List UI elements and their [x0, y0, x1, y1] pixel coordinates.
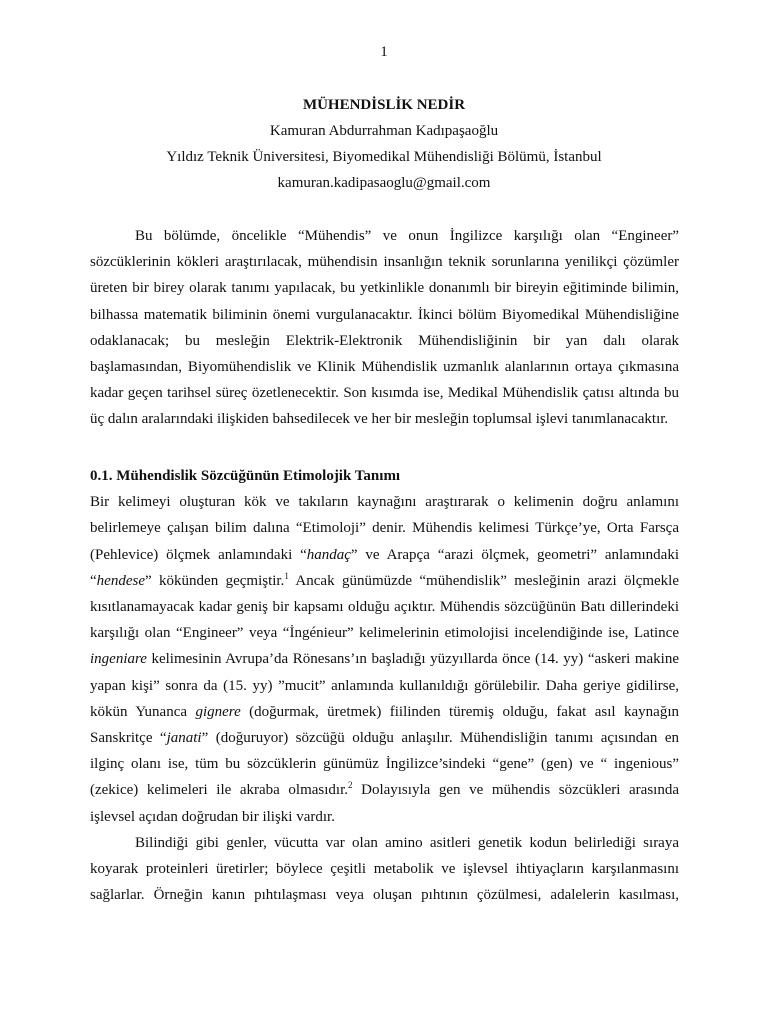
text-line: Bu bölümde, öncelikle “Mühendis” ve onun İngilizce karşılığı olan “Engineer”: [135, 228, 679, 244]
text-span: ” kökünden geçmiştir.: [144, 572, 285, 589]
footnote-ref-1[interactable]: 1: [284, 570, 289, 581]
document-header: [80, 92, 688, 196]
genes-paragraph: [90, 830, 679, 909]
text-line: yapan kişi” sonra da (15. yy) ”mucit” anlamında kullanıldığı görülebilir. Daha geriye gidilirse,: [90, 677, 679, 694]
text-line: Bilindiği gibi genler, vücutta var olan amino asitleri genetik kodun belirlediği sıraya: [135, 834, 679, 851]
italic-term-janati: janati: [166, 730, 202, 747]
text-line: başlamasından, Biyomühendislik ve Klinik Mühendislik uzmanlık alanlarının ortaya çıkmasına: [90, 359, 679, 376]
text-line: ilginç olanı ise, tüm bu sözcüklerin günümüz İngilizce’sindeki “gene” (gen) ve “ ingenious”: [90, 756, 679, 773]
page-number: 1: [380, 44, 388, 60]
intro-paragraph: [90, 223, 679, 433]
text-line: sözcüklerinin kökleri araştırılacak, mühendisin insanlığın teknik sorunlarına yenilikçi çözümler: [90, 254, 679, 271]
text-span: kelimesinin Avrupa’da Rönesans’ın başladığı yüzyıllarda önce (14. yy) “askeri makine: [146, 651, 679, 668]
text-line: sağlarlar. Örneğin kanın pıhtılaşması veya oluşan pıhtının çözülmesi, adalelerin kasılması,: [90, 887, 679, 904]
text-span: “: [90, 572, 97, 589]
text-line: [90, 646, 679, 672]
text-line: [90, 777, 679, 803]
italic-term-hendese: hendese: [96, 572, 145, 589]
text-span: Ancak günümüzde “mühendislik” mesleğinin arazi ölçmekle: [288, 572, 680, 589]
text-line: Bir kelimeyi oluşturan kök ve takıların kaynağını araştırarak o kelimenin doğru anlamını: [90, 494, 679, 511]
author-email: kamuran.kadipasaoglu@gmail.com: [277, 175, 491, 191]
text-span: (doğurmak, üretmek) fiilinden türemiş olduğu, fakat asıl kaynağın: [240, 703, 679, 720]
text-line: işlevsel açıdan doğrudan bir ilişki vardır.: [90, 808, 335, 825]
text-span: (Pehlevice) ölçmek anlamındaki “: [90, 546, 307, 563]
text-span: ” ve Arapça “arazi ölçmek, geometri” anlamındaki: [350, 546, 679, 563]
text-line: [90, 568, 679, 594]
text-line: üreten bir birey olarak tanımı yapılacak, bu yetkinlikle donanımlı bir bireyin eğitiminde bilimin,: [90, 280, 679, 297]
text-line: karşılığı olan “Engineer” veya “İngénieur” kelimelerinin etimolojisi incelendiğinde ise, Latince: [90, 625, 679, 642]
text-span: Dolayısıyla gen ve mühendis sözcükleri arasında: [352, 782, 679, 799]
italic-term-handac: handaç: [306, 546, 351, 563]
text-line: bilhassa matematik biliminin önemi vurgulanacaktır. İkinci bölüm Biyomedikal Mühendisliğine: [90, 306, 679, 323]
text-line: koyarak proteinleri üretirler; böylece çeşitli metabolik ve işlevsel ihtiyaçların karşılanmasını: [90, 861, 679, 878]
text-line: kadar geçen tarihsel süreç özetlenecektir. Son kısımda ise, Medikal Mühendislik çatısı altında bu: [90, 385, 679, 402]
text-line: belirlemeye çalışan bilim dalına “Etimoloji” denir. Mühendis kelimesi Türkçe’ye, Orta Farsça: [90, 520, 679, 537]
text-line: üç dalın aralarındaki ilişkiden bahsedilecek ve her bir mesleğin toplumsal işlevi tanımlanacaktır.: [90, 411, 669, 428]
etymology-section: [90, 463, 679, 908]
text-span: ” (doğuruyor) sözcüğü olduğu anlaşılır. Mühendisliğin tanımı açısından en: [201, 730, 679, 747]
text-line: [90, 699, 679, 725]
footnote-ref-2[interactable]: 2: [348, 780, 353, 791]
text-line: [90, 725, 679, 751]
author-affiliation: Yıldız Teknik Üniversitesi, Biyomedikal Mühendisliği Bölümü, İstanbul: [166, 149, 602, 165]
document-title: MÜHENDİSLİK NEDİR: [302, 97, 466, 113]
text-line: [90, 542, 679, 568]
section-heading: 0.1. Mühendislik Sözcüğünün Etimolojik Tanımı: [90, 468, 401, 484]
italic-term-gignere: gignere: [195, 703, 241, 720]
text-line: kısıtlanamayacak kadar geniş bir kapsamı olduğu açıktır. Mühendis sözcüğünün Batı dillerindeki: [90, 599, 679, 616]
text-line: odaklanacak; bu mesleğin Elektrik-Elektronik Mühendisliğinin bir yan dalı olarak: [90, 332, 679, 349]
text-span: kökün Yunanca: [90, 703, 196, 720]
italic-term-ingeniare: ingeniare: [90, 651, 147, 668]
text-span: (zekice) kelimeleri ile akraba olmasıdır.: [90, 782, 349, 799]
etymology-paragraph: [90, 489, 679, 830]
author-name: Kamuran Abdurrahman Kadıpaşaoğlu: [269, 123, 499, 139]
text-span: Sanskritçe “: [90, 730, 167, 747]
